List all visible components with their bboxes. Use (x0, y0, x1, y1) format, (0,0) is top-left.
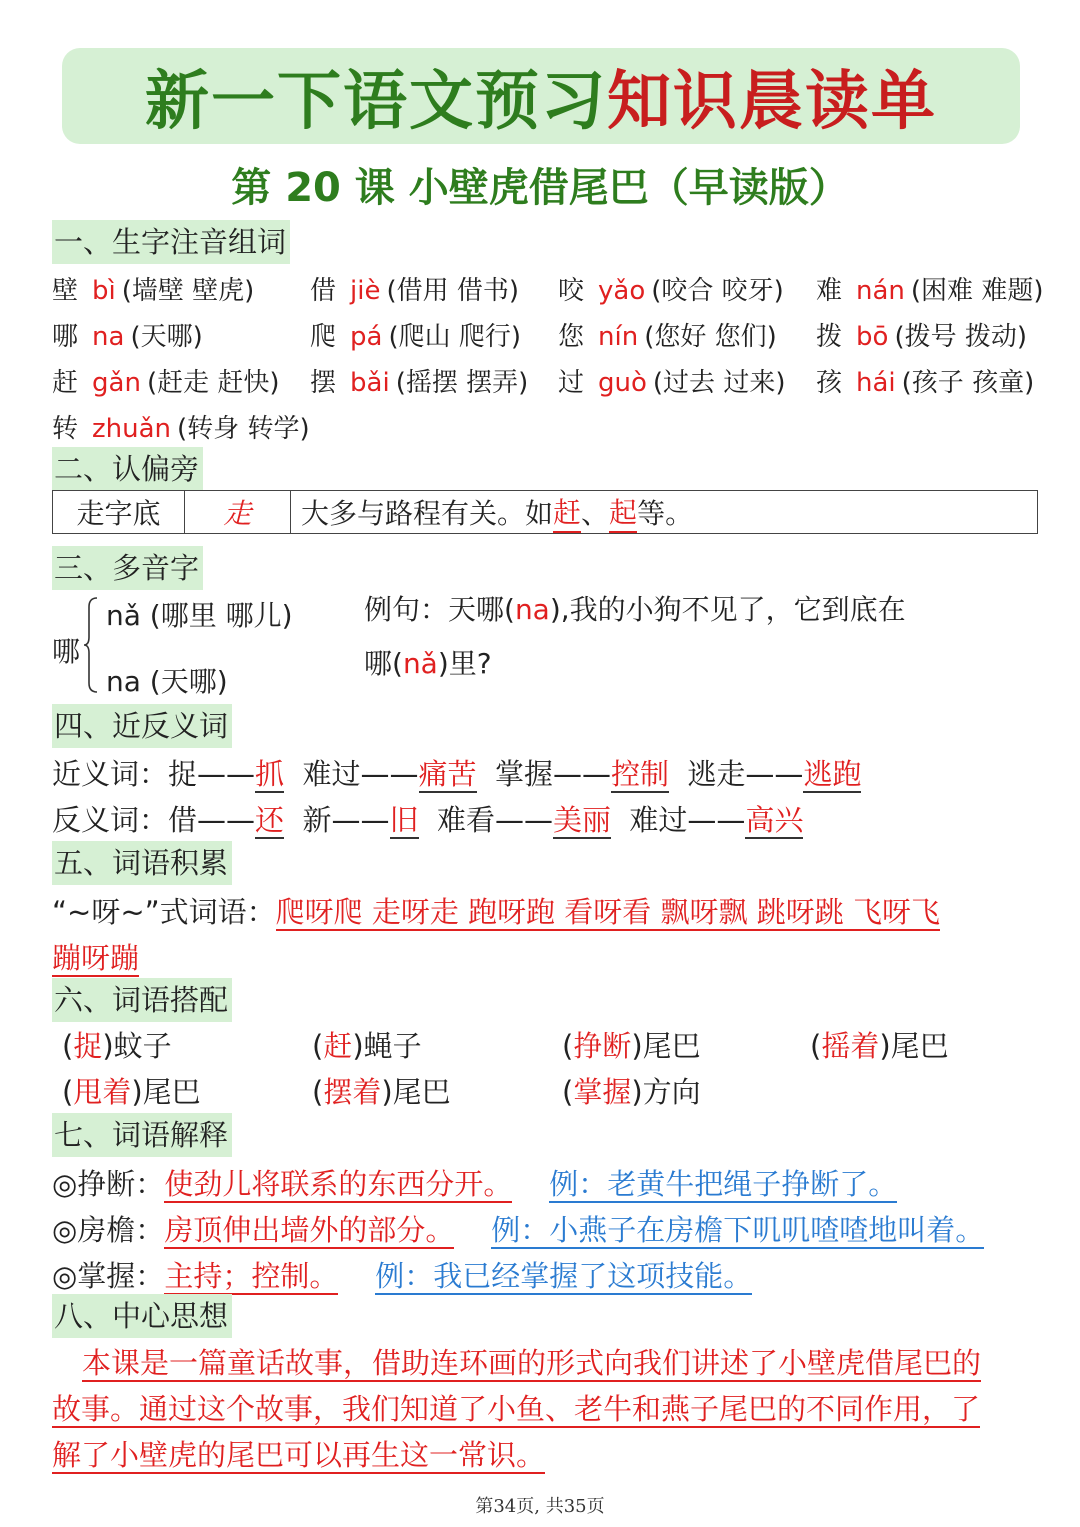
char: 壁 (52, 276, 79, 306)
collocation-verb: 掌握 (573, 1075, 632, 1109)
words: (墙壁 壁虎) (121, 276, 255, 306)
char: 赶 (52, 368, 79, 398)
words: (过去 过来) (652, 368, 786, 398)
char: 哪 (52, 322, 79, 352)
pinyin: pá (350, 322, 383, 352)
polyphone-reading-2: na (天哪) (106, 665, 228, 698)
words: (拨号 拨动) (894, 322, 1027, 352)
char: 借 (310, 276, 337, 306)
definition-row: ◎挣断：使劲儿将联系的东西分开。 例：老黄牛把绳子挣断了。 (52, 1167, 898, 1201)
char-entry (816, 362, 1034, 399)
words: (天哪) (130, 322, 203, 352)
char: 转 (52, 414, 79, 444)
char-entry (558, 270, 784, 307)
page-footer: 第34页, 共35页 (475, 1496, 605, 1517)
char-entry (52, 362, 280, 399)
collocation-item: (摆着)尾巴 (312, 1075, 451, 1109)
collocation-noun: 尾巴 (142, 1075, 201, 1109)
collocation-item: (甩着)尾巴 (62, 1075, 201, 1109)
section-heading-4: 四、近反义词 (52, 704, 232, 748)
collocation-verb: 甩着 (73, 1075, 132, 1109)
words: (摇摆 摆弄) (395, 368, 529, 398)
polyphone-example-line2: 哪(nǎ)里? (364, 647, 492, 680)
pinyin: na (92, 322, 125, 352)
char-entry (310, 316, 521, 353)
polyphone-example-line1: 例句：天哪(na),我的小狗不见了，它到底在 (364, 593, 906, 626)
polyphone-char: 哪 (52, 635, 81, 668)
words: (孩子 孩童) (901, 368, 1035, 398)
char: 拨 (816, 322, 843, 352)
section-heading-1: 一、生字注音组词 (52, 220, 290, 264)
char-entry (558, 362, 785, 399)
words: (转身 转学) (177, 414, 310, 444)
char: 难 (816, 276, 843, 306)
collocation-verb: 捉 (73, 1029, 103, 1063)
radical-name: 走字底 (53, 491, 185, 533)
char: 您 (558, 322, 585, 352)
char-entry (816, 270, 1043, 307)
definition-row: ◎房檐：房顶伸出墙外的部分。 例：小燕子在房檐下叽叽喳喳地叫着。 (52, 1213, 985, 1247)
char-entry (310, 270, 519, 307)
section-heading-8: 八、中心思想 (52, 1294, 232, 1338)
collocation-noun: 尾巴 (890, 1029, 949, 1063)
collocation-verb: 摆着 (323, 1075, 382, 1109)
radical-desc: 大多与路程有关。如 赶 、 起 等。 (291, 491, 693, 533)
collocation-item: (掌握)方向 (562, 1075, 701, 1109)
collocation-verb: 赶 (323, 1029, 353, 1063)
radical-table (52, 490, 1038, 534)
antonyms-row: 反义词：借——还 新——旧 难看——美丽 难过——高兴 (52, 803, 804, 837)
section-heading-6: 六、词语搭配 (52, 978, 232, 1022)
collocation-item: (摇着)尾巴 (810, 1029, 949, 1063)
char-entry (816, 316, 1027, 353)
pinyin: nán (856, 276, 905, 306)
collocation-item: (捉)蚊子 (62, 1029, 172, 1063)
words: (赶走 赶快) (146, 368, 280, 398)
char-entry (310, 362, 528, 399)
section-heading-5: 五、词语积累 (52, 841, 232, 885)
definition-row: ◎掌握：主持；控制。 例：我已经掌握了这项技能。 (52, 1259, 753, 1293)
lesson-title: 第 20 课 小壁虎借尾巴（早读版） (231, 165, 849, 211)
char: 摆 (310, 368, 337, 398)
words: (爬山 爬行) (388, 322, 522, 352)
collocation-noun: 尾巴 (642, 1029, 701, 1063)
section-heading-2: 二、认偏旁 (52, 447, 203, 491)
collocation-noun: 尾巴 (392, 1075, 451, 1109)
char: 咬 (558, 276, 585, 306)
pinyin: guò (598, 368, 647, 398)
title-red: 知识晨读单 (607, 64, 937, 139)
char-entry (52, 408, 310, 445)
words: (借用 借书) (386, 276, 520, 306)
central-idea: 本课是一篇童话故事，借助连环画的形式向我们讲述了小壁虎借尾巴的 故事。通过这个故事，我们知道了小鱼、老牛和燕子尾巴的不同作用，了 解了小壁虎的尾巴可以再生这一常识。 (52, 1346, 982, 1472)
pinyin: zhuǎn (92, 414, 172, 444)
collocation-noun: 蚊子 (113, 1029, 172, 1063)
collocation-verb: 挣断 (573, 1029, 632, 1063)
char-entry (558, 316, 777, 353)
words: (您好 您们) (644, 322, 777, 352)
char: 孩 (816, 368, 843, 398)
pinyin: yǎo (598, 276, 646, 306)
title-banner (62, 48, 1020, 144)
polyphone-reading-1: nǎ (哪里 哪儿) (106, 599, 293, 632)
brace-icon (84, 597, 98, 693)
collocation-item: (挣断)尾巴 (562, 1029, 701, 1063)
radical-glyph: 走 (185, 491, 291, 533)
pinyin: jiè (350, 276, 381, 306)
title-green: 新一下语文预习 (145, 64, 607, 139)
collocation-noun: 方向 (642, 1075, 701, 1109)
section-heading-7: 七、词语解释 (52, 1113, 232, 1157)
char: 爬 (310, 322, 337, 352)
pinyin: nín (598, 322, 639, 352)
char: 过 (558, 368, 585, 398)
collocation-item: (赶)蝇子 (312, 1029, 422, 1063)
pinyin: bō (856, 322, 889, 352)
char-entry (52, 270, 254, 307)
char-entry (52, 316, 203, 353)
pinyin: bǎi (350, 368, 390, 398)
pinyin: hái (856, 368, 896, 398)
collocation-noun: 蝇子 (363, 1029, 422, 1063)
pinyin: gǎn (92, 368, 141, 398)
accumulate-row-2: 蹦呀蹦 (52, 941, 140, 975)
pinyin: bì (92, 276, 116, 306)
words: (困难 难题) (910, 276, 1044, 306)
accumulate-row-1: “~呀~”式词语：爬呀爬 走呀走 跑呀跑 看呀看 飘呀飘 跳呀跳 飞呀飞 (52, 895, 940, 929)
words: (咬合 咬牙) (651, 276, 784, 306)
synonyms-row: 近义词：捉——抓 难过——痛苦 掌握——控制 逃走——逃跑 (52, 757, 862, 791)
section-heading-3: 三、多音字 (52, 546, 203, 590)
collocation-verb: 摇着 (821, 1029, 880, 1063)
